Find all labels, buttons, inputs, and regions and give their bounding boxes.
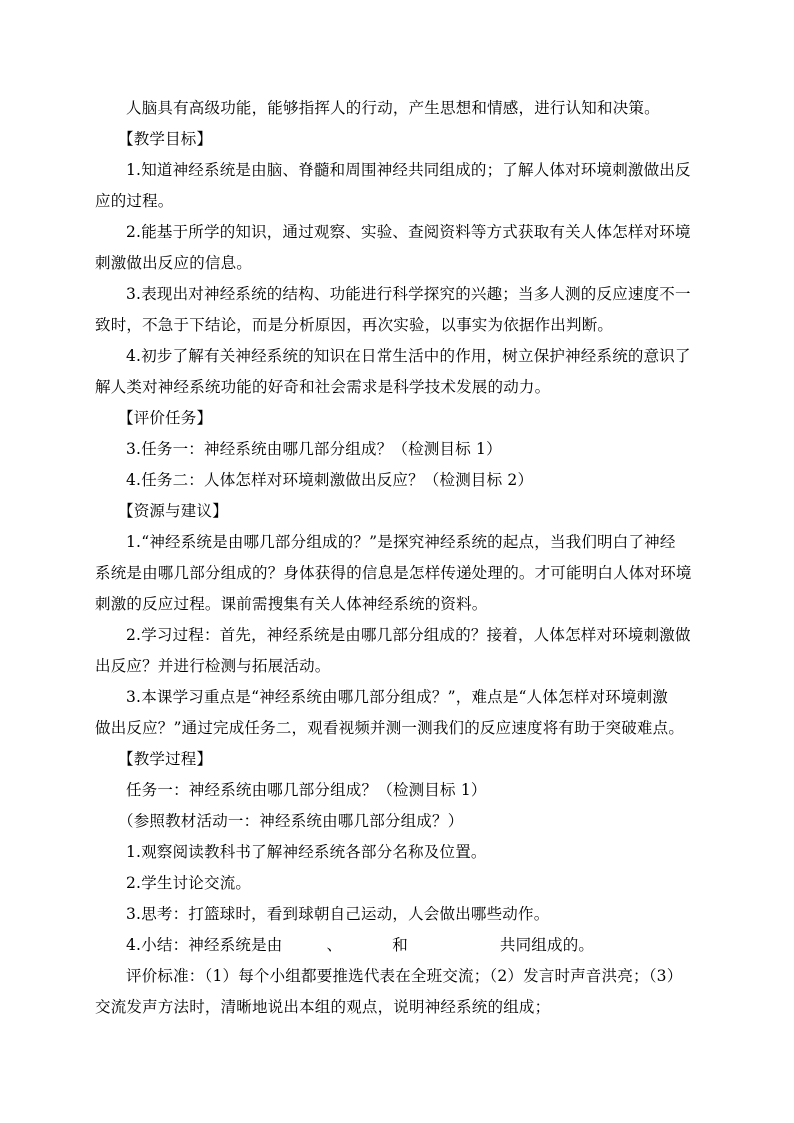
step-4-separator-2: 和 <box>392 936 408 954</box>
resource-item-3-line-2: 做出反应？”通过完成任务二，观看视频并测一测我们的反应速度将有助于突破难点。 <box>95 719 685 737</box>
process-step-3: 3.思考：打篮球时，看到球朝自己运动，人会做出哪些动作。 <box>126 905 550 923</box>
goal-item-2-line-2: 刺激做出反应的信息。 <box>95 254 253 272</box>
resource-item-2-line-2: 出反应？并进行检测与拓展活动。 <box>95 657 331 675</box>
resource-item-2-line-1: 2.学习过程：首先，神经系统是由哪几部分组成的？接着，人体怎样对环境刺激做 <box>126 626 691 644</box>
resource-item-1-line-3: 刺激的反应过程。课前需搜集有关人体神经系统的资料。 <box>95 595 488 613</box>
process-task-1-title: 任务一：神经系统由哪几部分组成？（检测目标 1） <box>126 781 487 799</box>
resource-item-1-line-2: 系统是由哪几部分组成的？身体获得的信息是怎样传递处理的。才可能明白人体对环境 <box>95 564 692 582</box>
document-body <box>95 93 707 1023</box>
goal-item-1-line-2: 应的过程。 <box>95 192 174 210</box>
criteria-line-1: 评价标准：（1）每个小组都要推选代表在全班交流；（2）发言时声音洪亮；（3） <box>126 967 683 985</box>
goal-item-4-line-1: 4.初步了解有关神经系统的知识在日常生活中的作用，树立保护神经系统的意识了 <box>126 347 691 365</box>
step-4-prefix: 4.小结：神经系统是由 <box>126 936 283 954</box>
eval-heading: 【评价任务】 <box>118 409 213 427</box>
process-step-2: 2.学生讨论交流。 <box>126 874 252 892</box>
goal-item-3-line-1: 3.表现出对神经系统的结构、功能进行科学探究的兴趣；当多人测的反应速度不一 <box>126 285 691 303</box>
goal-item-1-line-1: 1.知道神经系统是由脑、脊髓和周围神经共同组成的；了解人体对环境刺激做出反 <box>126 161 691 179</box>
step-4-separator-1: 、 <box>326 936 343 954</box>
criteria-line-2: 交流发声方法时，清晰地说出本组的观点，说明神经系统的组成； <box>95 998 551 1016</box>
process-activity-reference: （参照教材活动一：神经系统由哪几部分组成？） <box>118 812 464 830</box>
resource-item-1-line-1: 1.“神经系统是由哪几部分组成的？”是探究神经系统的起点，当我们明白了神经 <box>126 533 676 551</box>
step-4-suffix: 共同组成的。 <box>499 936 595 954</box>
process-heading: 【教学过程】 <box>118 750 213 768</box>
eval-task-1: 3.任务一：神经系统由哪几部分组成？（检测目标 1） <box>126 440 502 458</box>
eval-task-2: 4.任务二：人体怎样对环境刺激做出反应？（检测目标 2） <box>126 471 534 489</box>
goal-item-3-line-2: 致时，不急于下结论，而是分析原因，再次实验，以事实为依据作出判断。 <box>95 316 614 334</box>
resources-heading: 【资源与建议】 <box>118 502 228 520</box>
goals-heading: 【教学目标】 <box>118 130 213 148</box>
process-step-1: 1.观察阅读教科书了解神经系统各部分名称及位置。 <box>126 843 487 861</box>
goal-item-2-line-1: 2.能基于所学的知识，通过观察、实验、查阅资料等方式获取有关人体怎样对环境 <box>126 223 691 241</box>
process-step-4 <box>95 930 707 961</box>
intro-paragraph: 人脑具有高级功能，能够指挥人的行动，产生思想和情感，进行认知和决策。 <box>126 99 660 117</box>
resource-item-3-line-1: 3.本课学习重点是“神经系统由哪几部分组成？”，难点是“人体怎样对环境刺激 <box>126 688 668 706</box>
goal-item-4-line-2: 解人类对神经系统功能的好奇和社会需求是科学技术发展的动力。 <box>95 378 551 396</box>
